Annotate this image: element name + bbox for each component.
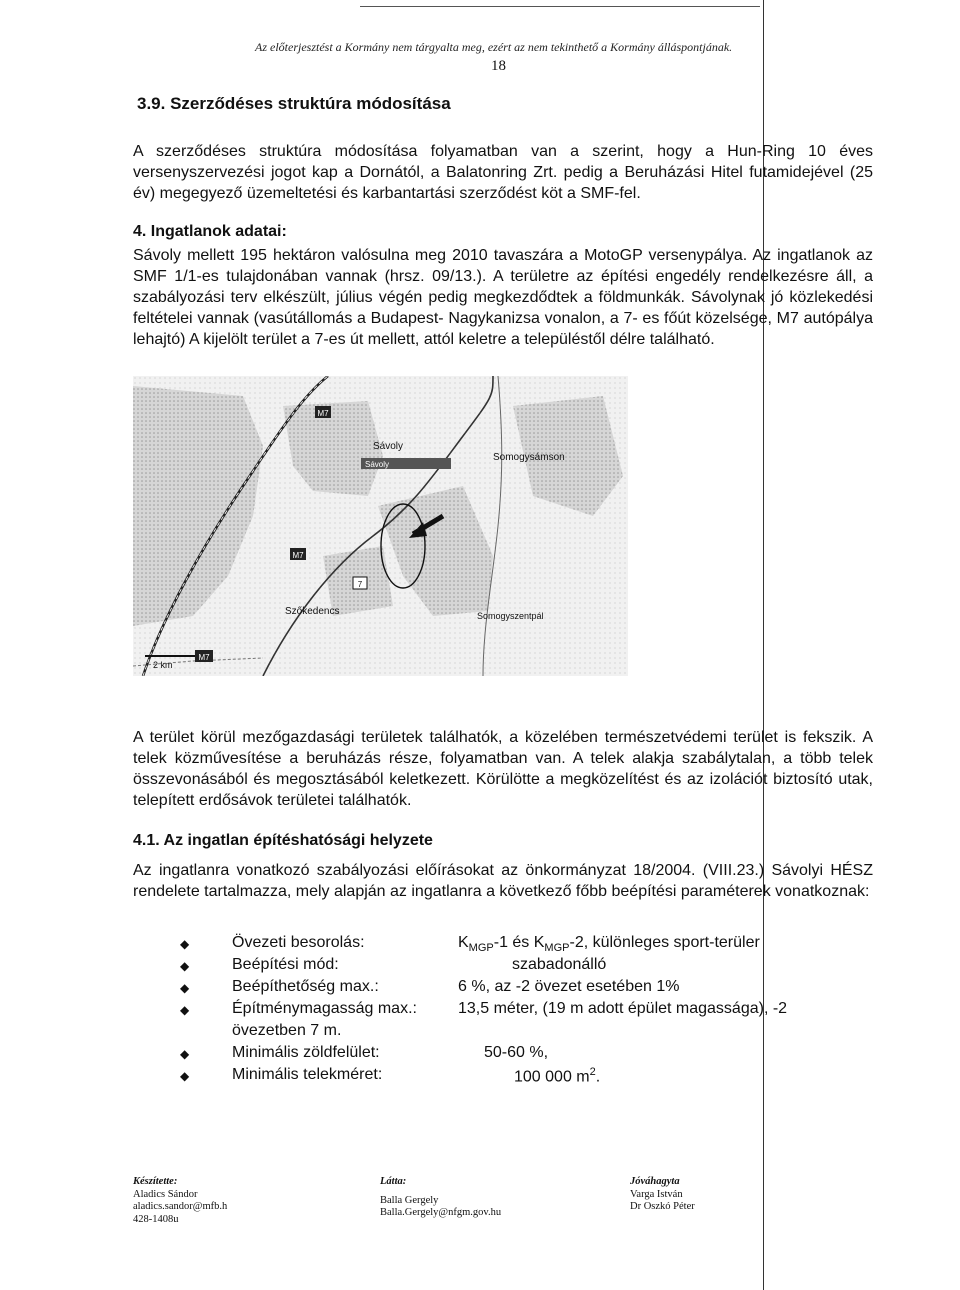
list-item: ◆ Beépíthetőség max.: 6 %, az -2 övezet esetében 1% [180,978,680,995]
section-4-title: 4. Ingatlanok adatai: [133,223,287,240]
bullet-diamond-icon: ◆ [180,1047,190,1061]
location-map [133,376,628,676]
contract-paragraph: A szerződéses struktúra módosítása folyamatban van a szerint, hogy a Hun-Ring 10 éves versenyszervezési jogot kap a Dornától, a Balatonring Zrt. pedig a Beruházási Hitel futamidejével (25 év) megegyező üzemeltetési és karbantartási szerződést köt a SMF-fel. [133,143,873,202]
section-4-1-title: 4.1. Az ingatlan építéshatósági helyzete [133,832,433,849]
map-label-scale: 2 km [153,660,173,670]
map-label-m7-bottom: M7 [198,653,210,662]
map-label-szokedencs: Szőkedencs [285,606,340,617]
bullet-diamond-icon: ◆ [180,937,190,951]
page-number: 18 [491,58,506,74]
surroundings-paragraph: A terület körül mezőgazdasági területek találhatók, a közelében természetvédemi terület is fekszik. A telek közművesítése a beruházás része, folyamatban van. A telek alakja szabálytalan, a több telek összevonásából és megosztásából keletkezett. Körülötte a megközelítést és az izolációt biztosító utak, telepített erdősávok területei találhatók. [133,729,873,809]
map-label-m7-top: M7 [317,409,329,418]
parameter-list [180,934,900,1088]
map-label-savoly: Sávoly [373,441,404,452]
list-item: ◆ Minimális zöldfelület: 50-60 %, [180,1044,549,1061]
regulation-paragraph: Az ingatlanra vonatkozó szabályozási előírásokat az önkormányzat 18/2004. (VIII.23.) Sávolyi HÉSZ rendelete tartalmazza, mely alapján az ingatlanra a következő főbb beépítési paraméterek vonatkoznak: [133,862,873,900]
list-item: ◆ Övezeti besorolás: $K_{MGP}-1$ és $K_{MGP}-2$, különleges sport-terüler [180,934,760,955]
bullet-diamond-icon: ◆ [180,1069,190,1083]
map-label-somogyszentpal: Somogyszentpál [477,611,544,621]
list-item: ◆ Építménymagasság max.: 13,5 méter, (19 m adott épület magassága), -2 övezetben 7 m. [180,1000,788,1039]
footer-approved-by: Jóváhagyta Varga István Dr Oszkó Péter [630,1176,695,1212]
scan-artifact-line [360,6,760,7]
bullet-diamond-icon: ◆ [180,1003,190,1017]
map-label-road7: 7 [357,580,363,589]
map-label-m7-mid: M7 [292,551,304,560]
header-disclaimer: Az előterjesztést a Kormány nem tárgyalta meg, ezért az nem tekinthető a Kormány álláspontjának. [255,40,733,54]
property-paragraph: Sávoly mellett 195 hektáron valósulna meg 2010 tavaszára a MotoGP versenypálya. Az ingatlanok az SMF 1/1-es tulajdonában vannak (hrsz. 09/13.). A területre az építési engedély rendelkezésre áll, a szabályozási terv elkészült, július végén pedig megkezdődtek a földmunkák. Sávolynak jó közlekedési feltételei vannak (vasútállomás a Budapest- Nagykanizsa vonalon, a 7- es főút közelsége, M7 autópálya lehajtó) A kijelölt terület a 7-es út mellett, attól keletre a településtől délre található. [133,247,873,348]
section-title: 3.9. Szerződéses struktúra módosítása [137,94,451,113]
footer-prepared-by: Készítette: Aladics Sándor aladics.sandor@mfb.h 428-1408u [133,1176,228,1225]
bullet-diamond-icon: ◆ [180,981,190,995]
list-item: ◆ Beépítési mód: szabadonálló [180,956,607,973]
bullet-diamond-icon: ◆ [180,959,190,973]
map-label-somogysamson: Somogysámson [493,452,565,463]
list-item: ◆ Minimális telekméret: 100 000 $m^2$. [180,1066,601,1086]
map-label-savoly-sign: Sávoly [365,460,390,469]
footer-seen-by: Látta: Balla Gergely Balla.Gergely@nfgm.gov.hu [380,1176,502,1218]
